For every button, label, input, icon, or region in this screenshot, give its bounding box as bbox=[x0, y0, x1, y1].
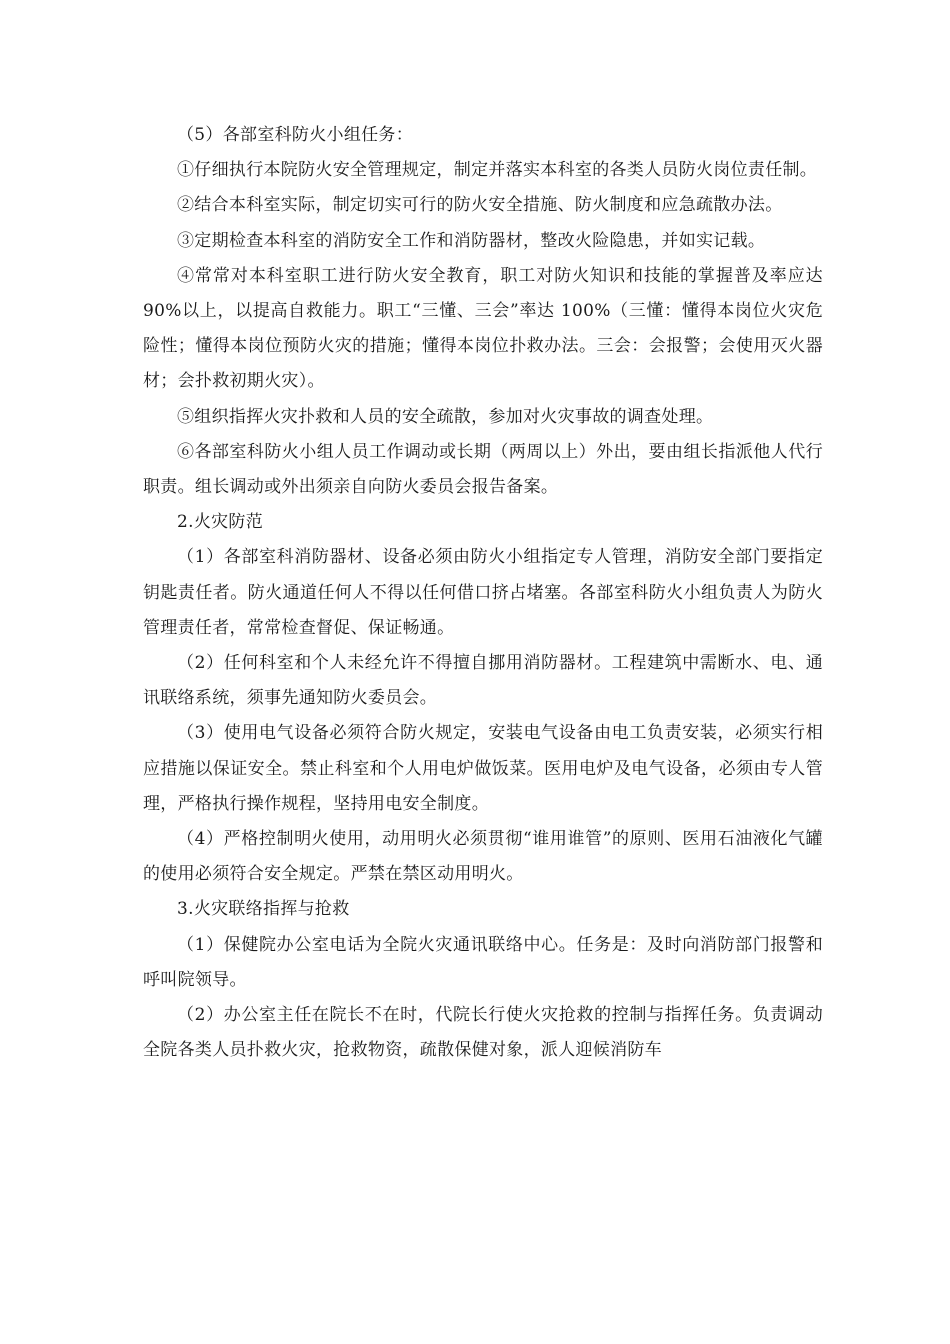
paragraph-command-2: （2）办公室主任在院长不在时，代院长行使火灾抢救的控制与指挥任务。负责调动全院各类人员扑救火灾，抢救物资，疏散保健对象，派人迎候消防车 bbox=[143, 1005, 823, 1061]
paragraph-item-6: ⑥各部室科防火小组人员工作调动或长期（两周以上）外出，要由组长指派他人代行职责。组长调动或外出须亲自向防火委员会报告备案。 bbox=[143, 441, 823, 498]
paragraph-prevention-4: （4）严格控制明火使用，动用明火必须贯彻“谁用谁管”的原则、医用石油液化气罐的使用必须符合安全规定。严禁在禁区动用明火。 bbox=[143, 829, 823, 885]
paragraph-section-5-title: （5）各部室科防火小组任务： bbox=[177, 125, 414, 145]
paragraph-item-5: ⑤组织指挥火灾扑救和人员的安全疏散，参加对火灾事故的调查处理。 bbox=[177, 406, 714, 427]
paragraph-item-3: ③定期检查本科室的消防安全工作和消防器材，整改火险隐患，并如实记载。 bbox=[177, 230, 766, 251]
paragraph-item-4: ④常常对本科室职工进行防火安全教育，职工对防火知识和技能的掌握普及率应达 90%以上，以提高自救能力。职工“三懂、三会”率达 100%（三懂：懂得本岗位火灾危险性；懂得本岗位预防火灾的措施；懂得本岗位扑救办法。三会：会报警；会使用灭火器材；会扑救初期火灾）。 bbox=[143, 265, 823, 392]
paragraph-command-1: （1）保健院办公室电话为全院火灾通讯联络中心。任务是：及时向消防部门报警和呼叫院领导。 bbox=[143, 934, 823, 990]
paragraph-prevention-2: （2）任何科室和个人未经允许不得擅自挪用消防器材。工程建筑中需断水、电、通讯联络系统，须事先通知防火委员会。 bbox=[143, 653, 823, 709]
section-heading-fire-prevention: 2.火灾防范 bbox=[177, 512, 264, 533]
paragraph-item-2: ②结合本科室实际，制定切实可行的防火安全措施、防火制度和应急疏散办法。 bbox=[177, 195, 783, 216]
document-body bbox=[143, 118, 823, 1068]
section-heading-fire-command: 3.火灾联络指挥与抢救 bbox=[177, 899, 350, 920]
paragraph-item-1: ①仔细执行本院防火安全管理规定，制定并落实本科室的各类人员防火岗位责任制。 bbox=[177, 160, 818, 181]
paragraph-prevention-1: （1）各部室科消防器材、设备必须由防火小组指定专人管理，消防安全部门要指定钥匙责任者。防火通道任何人不得以任何借口挤占堵塞。各部室科防火小组负责人为防火管理责任者，常常检查督促、保证畅通。 bbox=[143, 547, 823, 638]
paragraph-prevention-3: （3）使用电气设备必须符合防火规定，安装电气设备由电工负责安装，必须实行相应措施以保证安全。禁止科室和个人用电炉做饭菜。医用电炉及电气设备，必须由专人管理，严格执行操作规程，坚持用电安全制度。 bbox=[143, 723, 823, 814]
